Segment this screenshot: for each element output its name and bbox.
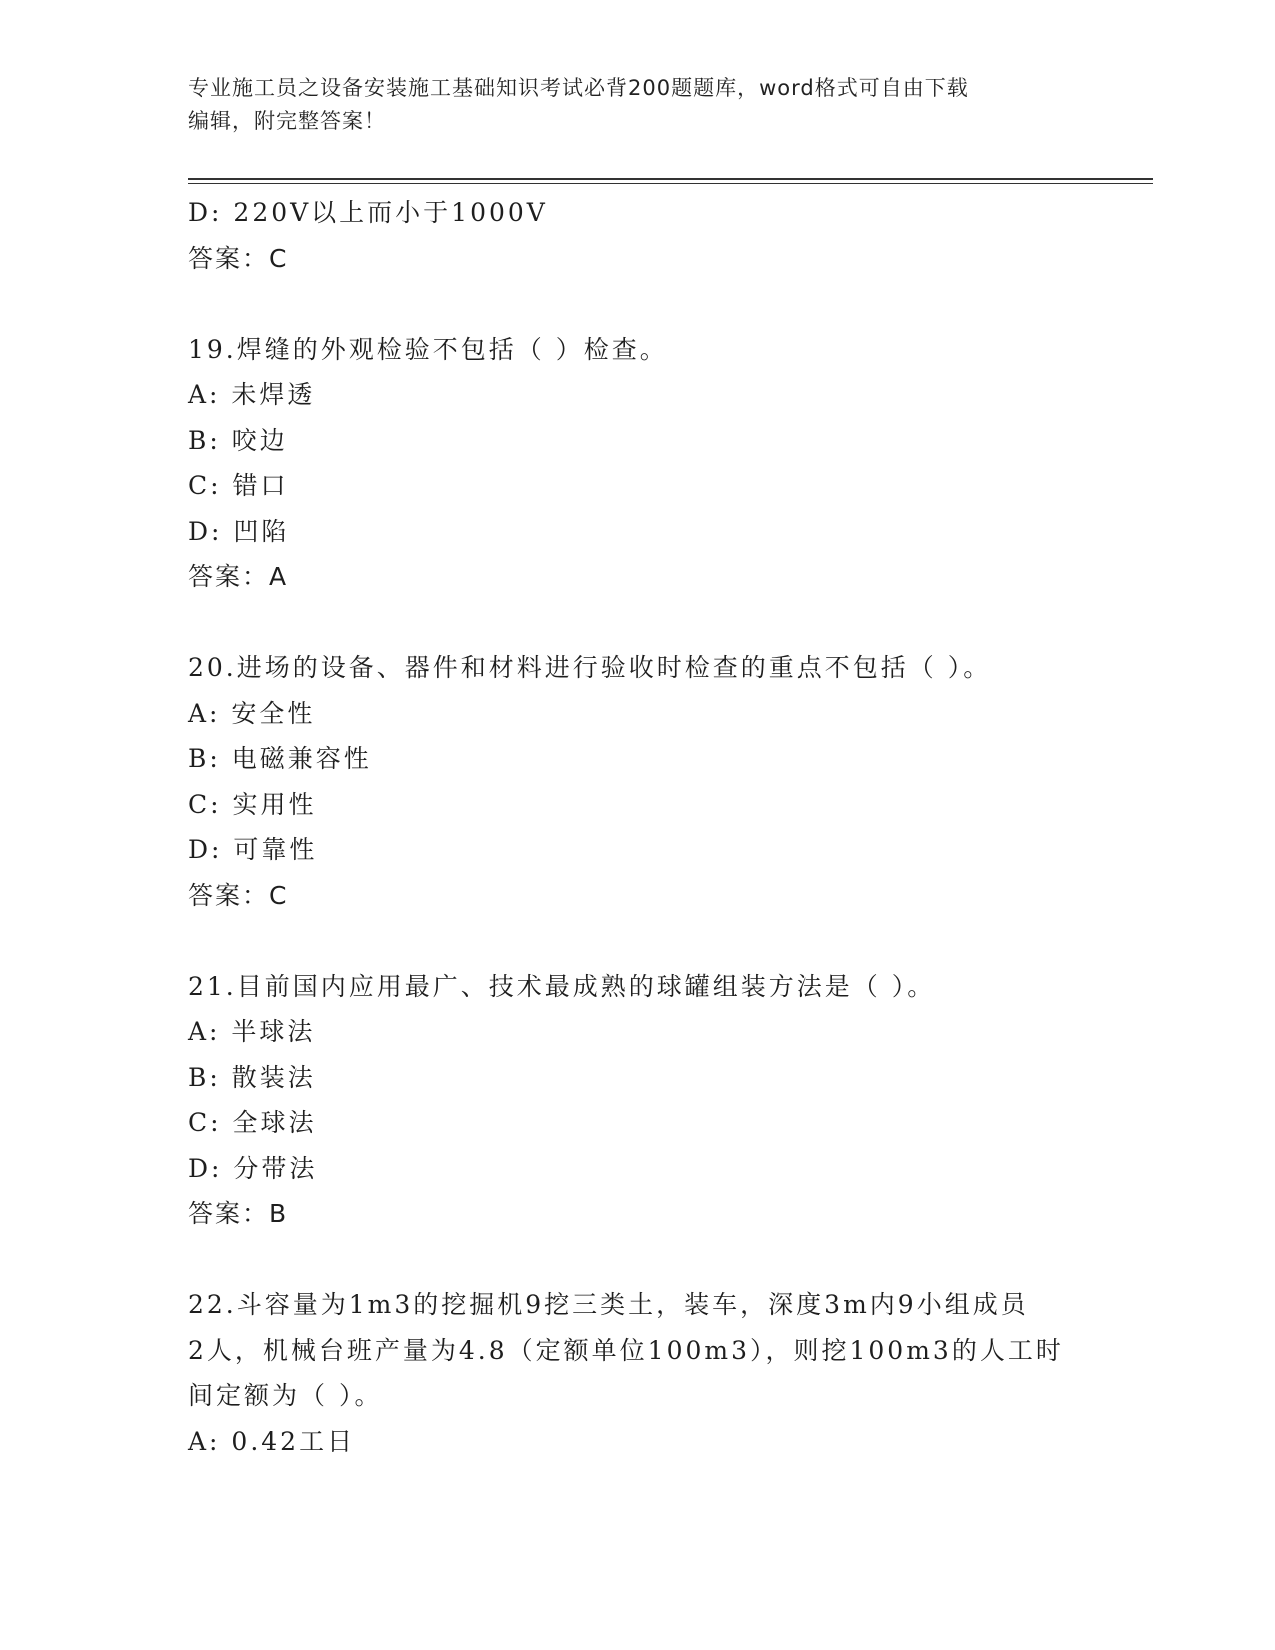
header-title-line-1: 专业施工员之设备安装施工基础知识考试必背200题题库，word格式可自由下载: [188, 76, 969, 100]
spacer: [188, 281, 1088, 327]
option-d: D: 分带法: [188, 1153, 318, 1183]
question-stem: 19.焊缝的外观检验不包括（ ）检查。: [188, 334, 668, 364]
option-c: C: 全球法: [188, 1108, 317, 1137]
option-a: A: 0.42工日: [188, 1426, 356, 1456]
option-d: D: 凹陷: [188, 516, 290, 546]
question-21: [188, 964, 1088, 1237]
answer-line: 答案：A: [188, 562, 289, 591]
question-stem-line-1: 22.斗容量为1m3的挖掘机9挖三类土，装车，深度3m内9小组成员: [188, 1290, 1029, 1319]
question-22: [188, 1282, 1088, 1464]
option-b: B: 电磁兼容性: [188, 744, 372, 773]
option-a: A: 安全性: [188, 698, 316, 728]
option-a: A: 未焊透: [188, 380, 316, 409]
question-20: [188, 645, 1088, 918]
option-c: C: 实用性: [188, 789, 317, 819]
question-list: [188, 190, 1088, 1464]
header-divider-thick: [188, 178, 1153, 180]
spacer: [188, 1237, 1088, 1283]
spacer: [188, 918, 1088, 964]
question-stem-line-2: 2人，机械台班产量为4.8（定额单位100m3），则挖100m3的人工时: [188, 1335, 1064, 1365]
question-19: [188, 327, 1088, 600]
option-d: D: 可靠性: [188, 835, 318, 864]
answer-line: 答案：C: [188, 880, 289, 910]
question-stem: 21.目前国内应用最广、技术最成熟的球罐组装方法是（ ）。: [188, 971, 936, 1001]
option-d: D: 220V以上而小于1000V: [188, 198, 548, 227]
question-stem-line-3: 间定额为（ ）。: [188, 1381, 383, 1410]
answer-line: 答案：B: [188, 1199, 289, 1228]
option-b: B: 散装法: [188, 1062, 316, 1092]
header-title-line-2: 编辑，附完整答案！: [188, 109, 386, 133]
option-c: C: 错口: [188, 471, 289, 500]
answer-line: 答案：C: [188, 243, 289, 273]
option-a: A: 半球法: [188, 1017, 316, 1046]
header-divider-thin: [188, 183, 1153, 184]
option-b: B: 咬边: [188, 425, 288, 455]
document-header: [188, 72, 1068, 138]
question-stem: 20.进场的设备、器件和材料进行验收时检查的重点不包括（ ）。: [188, 653, 992, 682]
spacer: [188, 600, 1088, 646]
